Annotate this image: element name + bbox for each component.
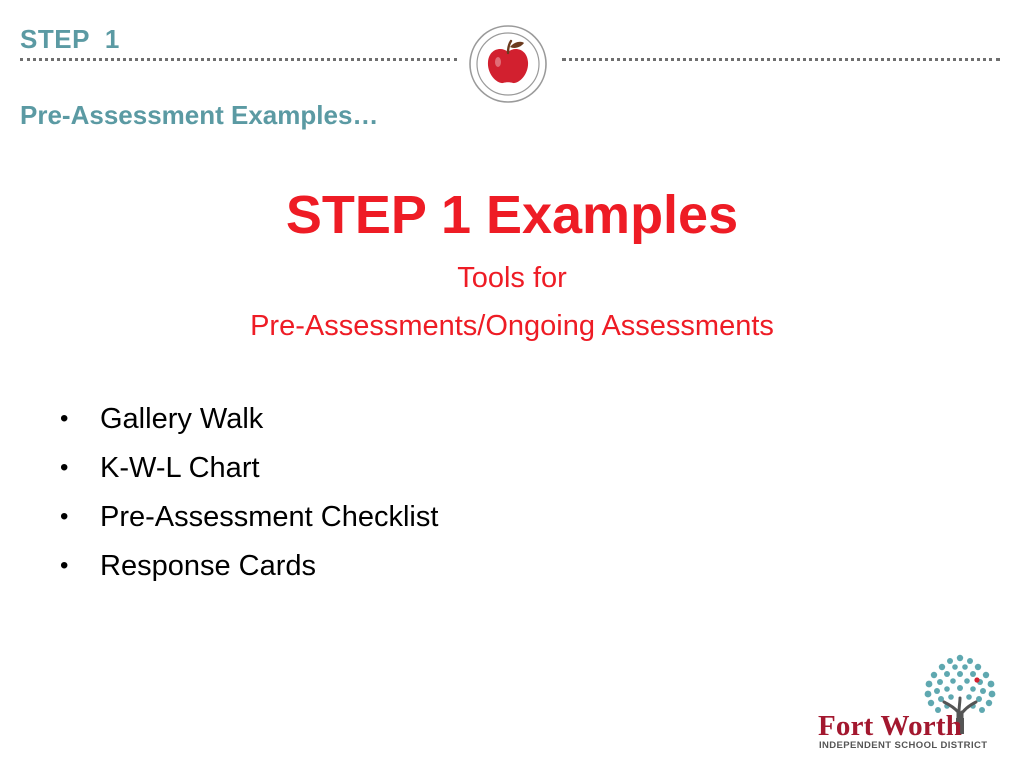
list-item [60, 402, 438, 451]
logo-name: Fort Worth [818, 710, 963, 742]
slide-title: STEP 1 Examples [285, 185, 739, 245]
list-item [60, 549, 438, 598]
district-logo [812, 652, 1012, 758]
bullet-icon: • [60, 454, 69, 481]
list-item [60, 500, 438, 549]
apple-icon [468, 24, 548, 104]
page-subtitle: Pre-Assessment Examples… [20, 100, 379, 130]
step-label: STEP 1 [20, 24, 120, 54]
examples-list [60, 402, 438, 598]
dotted-divider-right [562, 58, 1000, 61]
list-item-text: Response Cards [100, 550, 316, 582]
list-item-text: Gallery Walk [100, 403, 264, 435]
bullet-icon: • [60, 405, 69, 432]
bullet-icon: • [60, 552, 69, 579]
bullet-icon: • [60, 503, 69, 530]
list-item-text: K-W-L Chart [100, 452, 260, 484]
list-item-text: Pre-Assessment Checklist [100, 501, 439, 533]
list-item [60, 451, 438, 500]
tools-line-2: Pre-Assessments/Ongoing Assessments [250, 310, 774, 342]
logo-subtitle: INDEPENDENT SCHOOL DISTRICT [819, 740, 988, 751]
dotted-divider-left [20, 58, 457, 61]
tools-line-1: Tools for [457, 262, 567, 294]
